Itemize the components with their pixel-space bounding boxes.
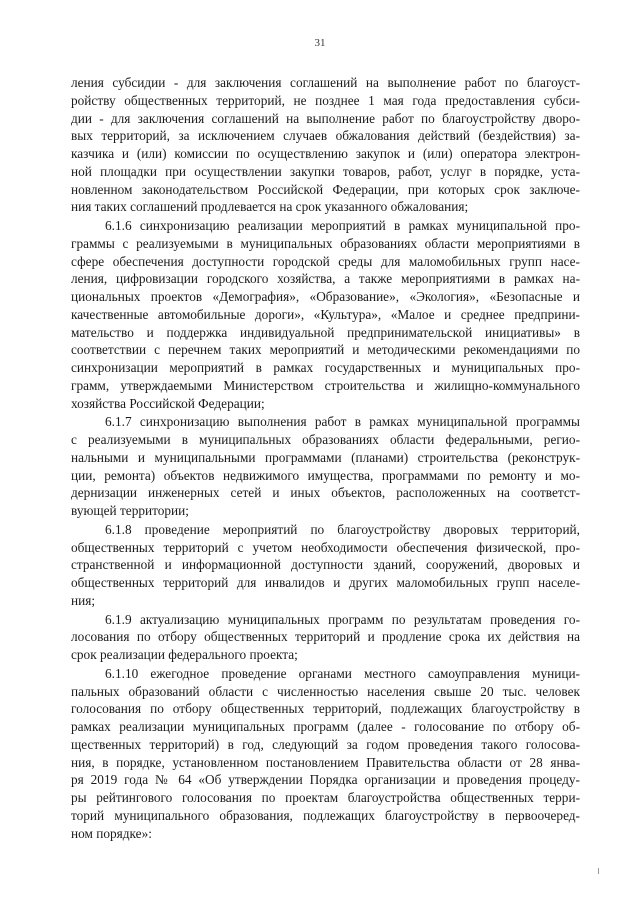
- text-line: 6.1.6 синхронизацию реализации мероприятий в рамках муниципальной про-: [105, 218, 580, 233]
- text-line: соответствии с перечнем таких мероприятий и методическими рекомендациями по: [71, 342, 580, 358]
- text-line: синхронизации мероприятий в рамках государственных и муниципальных про-: [71, 360, 580, 375]
- text-line: странственной и информационной доступности зданий, сооружений, дворовых и: [71, 557, 580, 573]
- text-line: нальными и муниципальными программами (планами) строительства (реконструк-: [71, 449, 580, 465]
- text-line: ления, цифровизации городского хозяйства, а также мероприятиями в рамках на-: [71, 271, 580, 287]
- text-line: грамм, утверждаемыми Министерством строительства и жилищно-коммунального: [71, 377, 580, 393]
- text-line: рамках реализации муниципальных программ (далее - голосование по отбору об-: [71, 719, 580, 734]
- paragraph: [71, 665, 580, 843]
- text-line: дернизации инженерных сетей и иных объектов, расположенных на соответст-: [71, 485, 580, 501]
- text-line: вых территорий, за исключением случаев обжалования действий (бездействия) за-: [71, 128, 580, 144]
- text-line: мательство и поддержка индивидуальной предпринимательской инициативы» в: [71, 324, 580, 340]
- paragraph: [71, 74, 580, 216]
- text-line: 6.1.7 синхронизацию выполнения работ в рамках муниципальной программы: [105, 414, 580, 430]
- text-line: ря 2019 года № 64 «Об утверждении Порядка организации и проведения процеду-: [71, 772, 580, 788]
- text-line: щественных территорий) в год, следующий за годом проведения такого голосова-: [71, 736, 580, 752]
- body-text: [71, 74, 580, 842]
- paragraph: [71, 521, 580, 610]
- text-line: ном порядке»:: [71, 825, 152, 841]
- paragraph: [71, 413, 580, 520]
- text-line: ции, ремонта) объектов недвижимого имущества, программами по ремонту и мо-: [71, 467, 580, 483]
- paragraph: [71, 611, 580, 664]
- text-line: срок реализации федерального проекта;: [71, 647, 298, 662]
- text-line: вующей территории;: [71, 503, 189, 518]
- text-line: хозяйства Российской Федерации;: [71, 395, 265, 411]
- text-line: дии - для заключения соглашений на выполнение работ по благоустройству дворо-: [71, 110, 580, 126]
- text-line: новленном законодательством Российской Федерации, при которых срок заключе-: [71, 181, 580, 197]
- text-line: ния;: [71, 592, 96, 608]
- text-line: торий муниципального образования, подлежащих благоустройству в первоочеред-: [71, 807, 580, 823]
- text-line: голосования по отбору общественных территорий, подлежащих благоустройству в: [71, 701, 580, 717]
- text-line: циональных проектов «Демография», «Образование», «Экология», «Безопасные и: [71, 289, 580, 304]
- text-line: сфере обеспечения доступности городской среды для маломобильных групп насе-: [71, 253, 580, 269]
- text-line: общественных территорий для инвалидов и других маломобильных групп населе-: [71, 575, 580, 590]
- text-line: граммы с реализуемыми в муниципальных образованиях области мероприятиями в: [71, 235, 580, 251]
- text-line: ния, в порядке, установленном постановлением Правительства области от 28 янва-: [71, 754, 580, 770]
- text-line: казчика и (или) комиссии по осуществлению закупок и (или) оператора электрон-: [71, 146, 580, 161]
- text-line: 6.1.8 проведение мероприятий по благоустройству дворовых территорий,: [105, 521, 580, 537]
- text-line: лосования по отбору общественных территорий и продление срока их действия на: [71, 629, 580, 645]
- paragraph: [71, 217, 580, 412]
- scan-mark: [598, 868, 599, 874]
- text-line: качественные автомобильные дороги», «Культура», «Малое и среднее предприни-: [71, 306, 580, 322]
- text-line: 6.1.10 ежегодное проведение органами местного самоуправления муници-: [105, 665, 580, 681]
- text-line: пальных образований области с численностью населения свыше 20 тыс. человек: [71, 683, 580, 699]
- text-line: общественных территорий с учетом необходимости обеспечения физической, про-: [71, 539, 580, 555]
- page-number: 31: [314, 37, 326, 49]
- text-line: ры рейтингового голосования по проектам благоустройства общественных терри-: [71, 790, 580, 805]
- text-line: с реализуемыми в муниципальных образованиях области федеральными, регио-: [71, 432, 580, 447]
- text-line: ления субсидии - для заключения соглашений на выполнение работ по благоуст-: [71, 75, 580, 90]
- text-line: ной площадки при осуществлении закупки товаров, работ, услуг в порядке, уста-: [71, 163, 580, 179]
- text-line: ния таких соглашений продлевается на срок указанного обжалования;: [71, 199, 469, 215]
- text-line: ройству общественных территорий, не позднее 1 мая года предоставления субси-: [71, 92, 580, 108]
- text-line: 6.1.9 актуализацию муниципальных программ по результатам проведения го-: [105, 611, 580, 627]
